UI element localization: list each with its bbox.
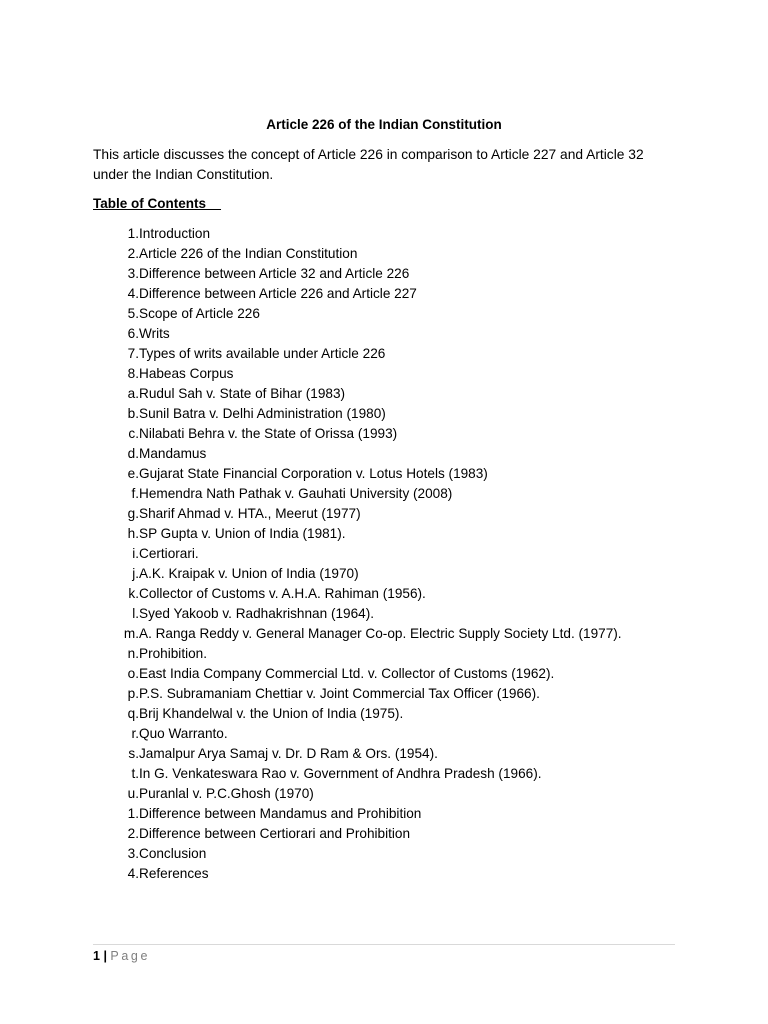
toc-item-text: Types of writs available under Article 226 — [139, 346, 386, 361]
toc-item-marker — [93, 784, 139, 804]
toc-item-marker — [93, 424, 139, 444]
toc-item-text: Gujarat State Financial Corporation v. Lotus Hotels (1983) — [139, 466, 488, 481]
toc-item-number: 2. — [127, 826, 139, 841]
toc-item — [93, 704, 693, 724]
toc-item-marker — [93, 244, 139, 264]
page-label: Page — [110, 949, 151, 963]
toc-item-marker — [93, 524, 139, 544]
toc-item-marker — [93, 604, 139, 624]
toc-item-marker — [93, 764, 139, 784]
toc-item-number: t. — [131, 766, 139, 781]
toc-item-number: n. — [127, 646, 139, 661]
toc-item-text: In G. Venkateswara Rao v. Government of Andhra Pradesh (1966). — [139, 766, 542, 781]
toc-item-text: Syed Yakoob v. Radhakrishnan (1964). — [139, 606, 375, 621]
toc-item — [93, 664, 693, 684]
toc-item — [93, 764, 693, 784]
toc-item-marker — [93, 664, 139, 684]
toc-item — [93, 464, 693, 484]
toc-item — [93, 864, 693, 884]
toc-item-text: Certiorari. — [139, 546, 199, 561]
toc-item — [93, 564, 693, 584]
toc-item-text: Difference between Certiorari and Prohibition — [139, 826, 411, 841]
toc-item — [93, 424, 693, 444]
intro-paragraph: This article discusses the concept of Article 226 in comparison to Article 227 and Article 32 under the Indian Constitution. — [93, 147, 644, 182]
toc-item-text: Hemendra Nath Pathak v. Gauhati University (2008) — [139, 486, 453, 501]
toc-item-number: q. — [127, 706, 139, 721]
toc-item-marker — [93, 484, 139, 504]
toc-item-text: Introduction — [139, 226, 211, 241]
toc-item-text: Puranlal v. P.C.Ghosh (1970) — [139, 786, 314, 801]
toc-item-number: 3. — [127, 846, 139, 861]
toc-item — [93, 524, 693, 544]
toc-item — [93, 504, 693, 524]
toc-item-text: Sharif Ahmad v. HTA., Meerut (1977) — [139, 506, 361, 521]
toc-item — [93, 804, 693, 824]
toc-item — [93, 604, 693, 624]
toc-item-number: m. — [123, 626, 139, 641]
toc-item-number: 6. — [127, 326, 139, 341]
toc-item-marker — [93, 724, 139, 744]
toc-item-number: j. — [132, 566, 139, 581]
document-title: Article 226 of the Indian Constitution — [266, 117, 502, 132]
toc-item-number: g. — [127, 506, 139, 521]
toc-item-marker — [93, 804, 139, 824]
toc-item-text: East India Company Commercial Ltd. v. Collector of Customs (1962). — [139, 666, 555, 681]
toc-item-number: 2. — [127, 246, 139, 261]
toc-item-number: 4. — [127, 286, 139, 301]
toc-item — [93, 324, 693, 344]
toc-item-number: h. — [127, 526, 139, 541]
toc-item-number: 8. — [127, 366, 139, 381]
toc-item — [93, 784, 693, 804]
toc-item-text: Nilabati Behra v. the State of Orissa (1993) — [139, 426, 398, 441]
toc-item-text: P.S. Subramaniam Chettiar v. Joint Commercial Tax Officer (1966). — [139, 686, 540, 701]
toc-item — [93, 684, 693, 704]
toc-item-marker — [93, 464, 139, 484]
toc-item-text: Brij Khandelwal v. the Union of India (1975). — [139, 706, 404, 721]
toc-item — [93, 644, 693, 664]
toc-item-number: 4. — [127, 866, 139, 881]
toc-item-text: References — [139, 866, 209, 881]
toc-item — [93, 364, 693, 384]
toc-item-number: 1. — [127, 226, 139, 241]
toc-item-text: Conclusion — [139, 846, 207, 861]
page-number: 1 — [93, 949, 100, 963]
footer-divider — [93, 944, 675, 945]
toc-item-text: A.K. Kraipak v. Union of India (1970) — [139, 566, 359, 581]
toc-item-text: Writs — [139, 326, 170, 341]
toc-item-text: Mandamus — [139, 446, 207, 461]
toc-item-text: Sunil Batra v. Delhi Administration (1980) — [139, 406, 386, 421]
toc-heading — [93, 195, 221, 213]
toc-item-marker — [93, 684, 139, 704]
toc-item-marker — [93, 824, 139, 844]
toc-item-number: 7. — [127, 346, 139, 361]
toc-item-marker — [93, 284, 139, 304]
toc-item-marker — [93, 644, 139, 664]
toc-item-marker — [93, 844, 139, 864]
toc-item-number: b. — [127, 406, 139, 421]
toc-item-text: Difference between Article 32 and Article 226 — [139, 266, 410, 281]
toc-item-marker — [93, 304, 139, 324]
toc-item-text: Prohibition. — [139, 646, 208, 661]
toc-item — [93, 384, 693, 404]
page-footer — [93, 948, 150, 964]
toc-item — [93, 744, 693, 764]
toc-item-text: SP Gupta v. Union of India (1981). — [139, 526, 346, 541]
toc-item-number: p. — [127, 686, 139, 701]
toc-item-text: Habeas Corpus — [139, 366, 234, 381]
toc-item-number: s. — [128, 746, 139, 761]
toc-item — [93, 284, 693, 304]
toc-item-number: e. — [127, 466, 139, 481]
toc-item-marker — [93, 624, 139, 644]
toc-item — [93, 724, 693, 744]
toc-item-marker — [93, 324, 139, 344]
toc-item-text: Collector of Customs v. A.H.A. Rahiman (1956). — [139, 586, 426, 601]
toc-item — [93, 444, 693, 464]
toc-item — [93, 824, 693, 844]
toc-item — [93, 244, 693, 264]
toc-item-number: r. — [131, 726, 139, 741]
toc-item-text: A. Ranga Reddy v. General Manager Co-op. Electric Supply Society Ltd. (1977). — [139, 626, 622, 641]
toc-item — [93, 304, 693, 324]
toc-item-text: Jamalpur Arya Samaj v. Dr. D Ram & Ors. (1954). — [139, 746, 438, 761]
toc-item-marker — [93, 744, 139, 764]
toc-item-marker — [93, 384, 139, 404]
toc-item-number: d. — [127, 446, 139, 461]
toc-item-marker — [93, 224, 139, 244]
toc-item-marker — [93, 584, 139, 604]
toc-item — [93, 484, 693, 504]
toc-item-marker — [93, 404, 139, 424]
toc-item — [93, 264, 693, 284]
toc-item-number: f. — [131, 486, 139, 501]
toc-item-text: Quo Warranto. — [139, 726, 228, 741]
footer-separator: | — [103, 949, 107, 963]
table-of-contents — [93, 224, 693, 884]
toc-item-number: a. — [127, 386, 139, 401]
toc-item-number: l. — [132, 606, 139, 621]
toc-heading-text: Table of Contents — [93, 196, 206, 211]
toc-item-number: 1. — [127, 806, 139, 821]
toc-item-text: Difference between Mandamus and Prohibition — [139, 806, 422, 821]
toc-item-number: u. — [127, 786, 139, 801]
toc-item-marker — [93, 864, 139, 884]
toc-item-marker — [93, 564, 139, 584]
toc-item — [93, 844, 693, 864]
toc-item — [93, 224, 693, 244]
toc-item-marker — [93, 264, 139, 284]
toc-item-text: Article 226 of the Indian Constitution — [139, 246, 358, 261]
toc-item-number: k. — [128, 586, 139, 601]
toc-item — [93, 624, 693, 644]
toc-item-number: o. — [127, 666, 139, 681]
toc-item-marker — [93, 504, 139, 524]
toc-item-number: c. — [128, 426, 139, 441]
toc-item-marker — [93, 544, 139, 564]
toc-item-text: Rudul Sah v. State of Bihar (1983) — [139, 386, 346, 401]
toc-item-number: 5. — [127, 306, 139, 321]
toc-item — [93, 344, 693, 364]
toc-item — [93, 584, 693, 604]
toc-item-number: 3. — [127, 266, 139, 281]
toc-item — [93, 544, 693, 564]
toc-item-text: Difference between Article 226 and Article 227 — [139, 286, 417, 301]
toc-item-marker — [93, 444, 139, 464]
toc-item-marker — [93, 344, 139, 364]
toc-item — [93, 404, 693, 424]
toc-item-marker — [93, 704, 139, 724]
toc-item-number: i. — [132, 546, 139, 561]
toc-item-marker — [93, 364, 139, 384]
toc-item-text: Scope of Article 226 — [139, 306, 260, 321]
